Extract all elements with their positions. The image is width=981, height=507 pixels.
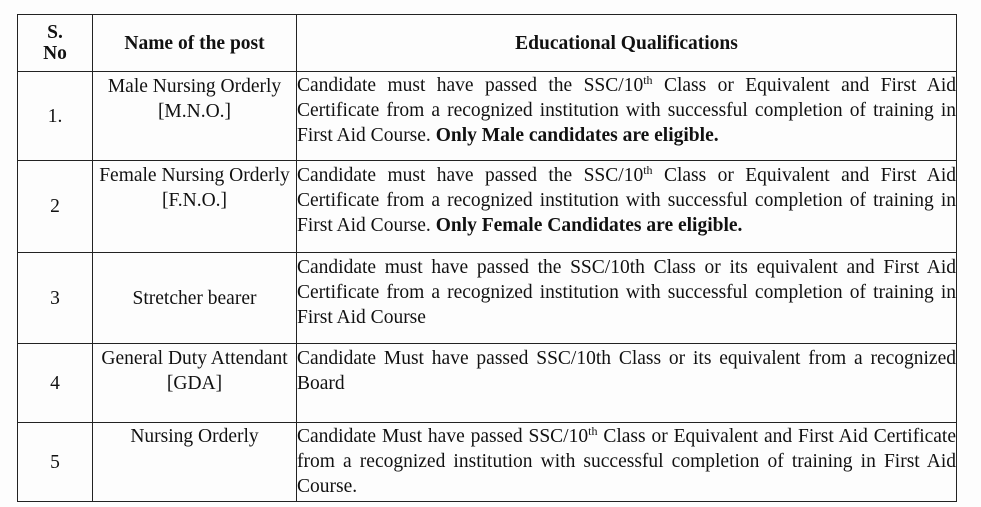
row-sno: 2 <box>18 161 93 253</box>
row-qualification <box>297 161 957 253</box>
row-post-name: Male Nursing Orderly [M.N.O.] <box>93 72 297 161</box>
row-sno: 4 <box>18 344 93 423</box>
qualification-text: Class or Equivalent and First Aid Certificate from a recognized institution with successful completion of training in First Aid Course. <box>297 426 956 497</box>
qualification-text: Class or Equivalent and First Aid Certificate from a recognized institution with successful completion of training in First Aid Course. <box>297 75 956 146</box>
row-qualification: Candidate must have passed the SSC/10th Class or its equivalent and First Aid Certificate from a recognized institution with successful completion of training in First Aid Course <box>297 253 957 344</box>
row-sno: 3 <box>18 253 93 344</box>
row-post-name: General Duty Attendant [GDA] <box>93 344 297 423</box>
qualifications-table <box>17 14 957 502</box>
header-qualification: Educational Qualifications <box>297 15 957 72</box>
row-sno: 1. <box>18 72 93 161</box>
qualification-text: Candidate Must have passed SSC/10 <box>297 426 589 447</box>
table-row <box>18 344 957 423</box>
table-row <box>18 423 957 502</box>
row-post-name: Female Nursing Orderly [F.N.O.] <box>93 161 297 253</box>
table-row <box>18 253 957 344</box>
row-post-name: Nursing Orderly <box>93 423 297 502</box>
table-row <box>18 161 957 253</box>
row-sno: 5 <box>18 423 93 502</box>
qualification-text: Candidate must have passed the SSC/10 <box>297 75 644 96</box>
row-qualification: Candidate Must have passed SSC/10th Class or its equivalent from a recognized Board <box>297 344 957 423</box>
ordinal-suffix: th <box>588 424 598 438</box>
ordinal-suffix: th <box>643 163 653 177</box>
table-header-row <box>18 15 957 72</box>
row-post-name: Stretcher bearer <box>93 253 297 344</box>
header-sno <box>18 15 93 72</box>
row-qualification <box>297 72 957 161</box>
row-qualification <box>297 423 957 502</box>
qualification-text: Candidate must have passed the SSC/10 <box>297 165 644 186</box>
eligibility-note: Only Female Candidates are eligible. <box>435 215 743 236</box>
eligibility-note: Only Male candidates are eligible. <box>435 125 719 146</box>
table-row <box>18 72 957 161</box>
qualification-text: Class or Equivalent and First Aid Certificate from a recognized institution with successful completion of training in First Aid Course. <box>297 165 956 236</box>
ordinal-suffix: th <box>643 73 653 87</box>
header-post: Name of the post <box>93 15 297 72</box>
header-sno-text: S. No <box>43 22 67 64</box>
